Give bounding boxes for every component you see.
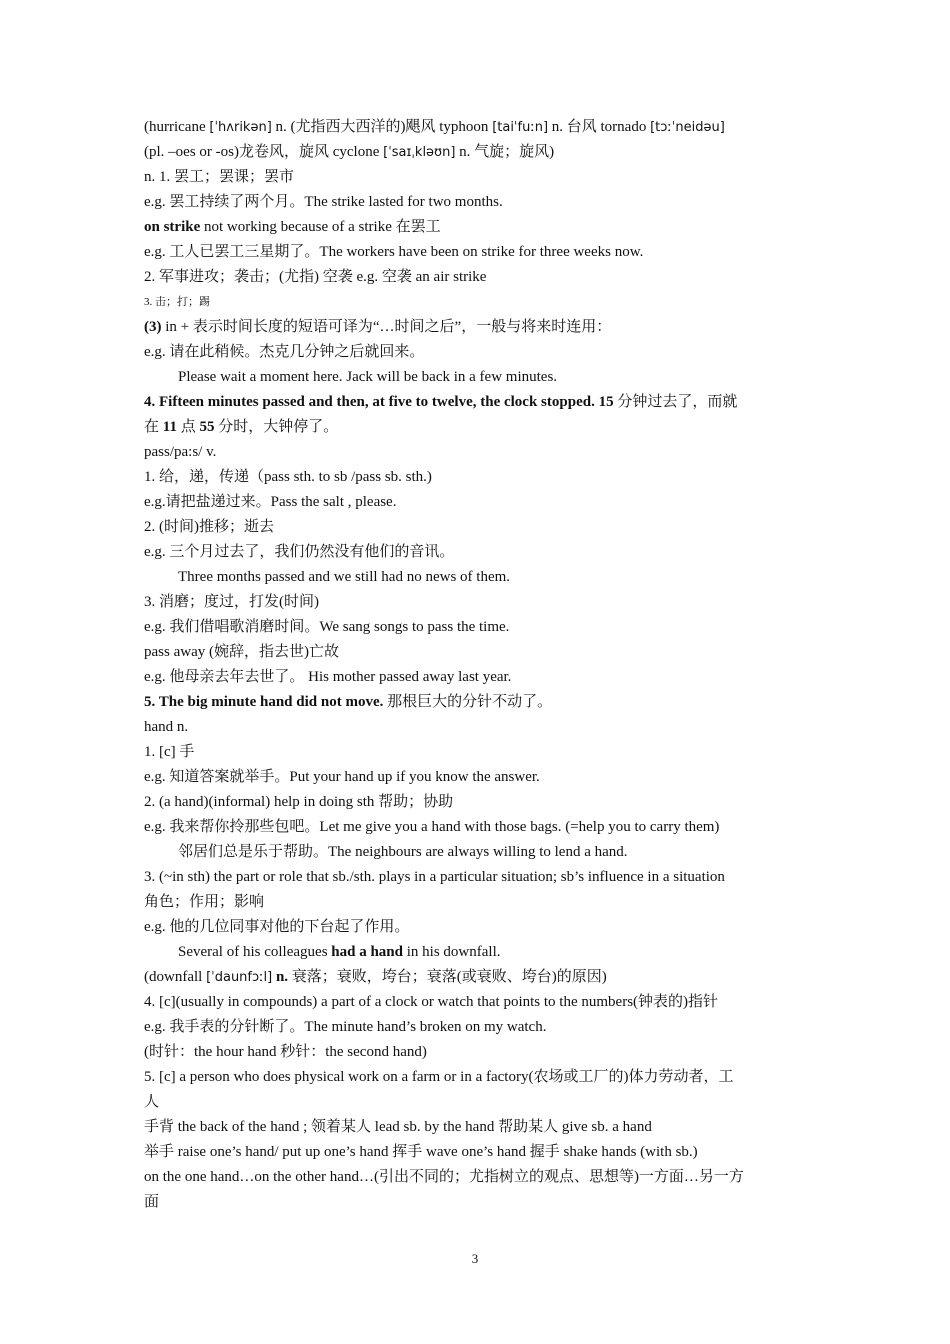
text-line xyxy=(144,540,812,565)
text-run: 面 xyxy=(144,1194,160,1210)
phonetic-text: [taiˈfuːn] xyxy=(492,120,549,135)
text-run: 举手 raise one’s hand/ put up one’s hand 挥手 wave one’s hand 握手 shake hands (with sb.) xyxy=(144,1144,698,1160)
text-line xyxy=(144,815,812,840)
text-run: in his downfall. xyxy=(403,944,501,960)
text-line xyxy=(144,840,812,865)
text-line xyxy=(144,915,812,940)
text-run: n. 1. 罢工；罢课；罢市 xyxy=(144,169,295,185)
text-line xyxy=(144,640,812,665)
text-line xyxy=(144,190,812,215)
text-line xyxy=(144,515,812,540)
text-run: 在 xyxy=(144,419,163,435)
text-run: 邻居们总是乐于帮助。The neighbours are always willing to lend a hand. xyxy=(178,844,628,860)
text-run: 角色；作用；影响 xyxy=(144,894,265,910)
text-run: (pl. –oes or -os)龙卷风，旋风 cyclone xyxy=(144,144,384,160)
text-run: 那根巨大的分针不动了。 xyxy=(383,694,553,710)
text-line xyxy=(144,490,812,515)
text-line xyxy=(144,165,812,190)
text-run: 人 xyxy=(144,1094,160,1110)
text-line xyxy=(144,765,812,790)
text-run: (时针：the hour hand 秒针：the second hand) xyxy=(144,1044,427,1060)
text-line xyxy=(144,365,812,390)
text-run: 点 xyxy=(176,419,200,435)
text-line xyxy=(144,690,812,715)
text-line xyxy=(144,590,812,615)
text-run: (downfall xyxy=(144,969,207,985)
text-run: 2. (a hand)(informal) help in doing sth 帮助；协助 xyxy=(144,794,454,810)
text-run: 4. [c](usually in compounds) a part of a clock or watch that points to the numbers(钟表的)指针 xyxy=(144,994,719,1010)
text-line xyxy=(144,790,812,815)
bold-text: 55 xyxy=(199,419,215,435)
text-run: 3. (~in sth) the part or role that sb./sth. plays in a particular situation; sb’s influence in a situation xyxy=(144,869,725,885)
text-line xyxy=(144,940,812,965)
text-line xyxy=(144,315,812,340)
text-run: hand n. xyxy=(144,719,189,735)
text-run: 2. (时间)推移；逝去 xyxy=(144,519,274,535)
phonetic-text: [ˈsaɪˌkləʊn] xyxy=(383,145,456,160)
text-line xyxy=(144,465,812,490)
text-run: e.g. 我手表的分针断了。The minute hand’s broken on my watch. xyxy=(144,1019,547,1035)
text-line xyxy=(144,390,812,415)
text-line xyxy=(144,265,812,290)
text-line xyxy=(144,415,812,440)
text-run: (hurricane xyxy=(144,119,210,135)
text-run: e.g.请把盐递过来。Pass the salt , please. xyxy=(144,494,397,510)
bold-text: 5. The big minute hand did not move. xyxy=(144,694,384,710)
text-run: 2. 军事进攻；袭击；(尤指) 空袭 e.g. 空袭 an air strike xyxy=(144,269,487,285)
text-line xyxy=(144,965,812,990)
text-line xyxy=(144,1190,812,1215)
text-run: 分钟过去了，而就 xyxy=(613,394,738,410)
text-run: 1. [c] 手 xyxy=(144,744,195,760)
text-run: pass away (婉辞，指去世)亡故 xyxy=(144,644,339,660)
text-run: 衰落；衰败，垮台；衰落(或衰败、垮台)的原因) xyxy=(288,969,607,985)
text-run: Three months passed and we still had no news of them. xyxy=(178,569,511,585)
text-line xyxy=(144,865,812,890)
text-run: 3. 消磨；度过，打发(时间) xyxy=(144,594,319,610)
text-line xyxy=(144,440,812,465)
text-line xyxy=(144,1140,812,1165)
text-line xyxy=(144,740,812,765)
text-line xyxy=(144,1065,812,1090)
text-run: n. 气旋；旋风) xyxy=(455,144,555,160)
text-run: Several of his colleagues xyxy=(178,944,332,960)
text-line xyxy=(144,615,812,640)
text-run: 1. 给，递，传递（pass sth. to sb /pass sb. sth.) xyxy=(144,469,432,485)
text-run: pass/pa:s/ v. xyxy=(144,444,217,460)
text-line xyxy=(144,1115,812,1140)
phonetic-text: [ˈdaunfɔːl] xyxy=(206,970,273,985)
text-line xyxy=(144,115,812,140)
text-line xyxy=(144,140,812,165)
document-body xyxy=(144,115,812,1215)
text-line xyxy=(144,1015,812,1040)
text-run: Please wait a moment here. Jack will be back in a few minutes. xyxy=(178,369,558,385)
text-line xyxy=(144,340,812,365)
text-line xyxy=(144,890,812,915)
text-line xyxy=(144,715,812,740)
text-run: 手背 the back of the hand ; 领着某人 lead sb. by the hand 帮助某人 give sb. a hand xyxy=(144,1119,652,1135)
text-run: n. (尤指西大西洋的)飓风 typhoon xyxy=(271,119,493,135)
text-run: e.g. 请在此稍候。杰克几分钟之后就回来。 xyxy=(144,344,425,360)
text-run: in + 表示时间长度的短语可译为“…时间之后”，一般与将来时连用： xyxy=(161,319,612,335)
text-line xyxy=(144,290,812,315)
text-run: e.g. 我来帮你拎那些包吧。Let me give you a hand with those bags. (=help you to carry them) xyxy=(144,819,720,835)
text-run: e.g. 他母亲去年去世了。 His mother passed away last year. xyxy=(144,669,512,685)
text-line xyxy=(144,215,812,240)
bold-text: 11 xyxy=(162,419,177,435)
text-run: e.g. 我们借唱歌消磨时间。We sang songs to pass the time. xyxy=(144,619,510,635)
text-line xyxy=(144,565,812,590)
page-number: 3 xyxy=(471,1251,479,1266)
text-run: n. 台风 tornado xyxy=(548,119,651,135)
text-run: e.g. 罢工持续了两个月。The strike lasted for two months. xyxy=(144,194,503,210)
text-run: 5. [c] a person who does physical work on a farm or in a factory(农场或工厂的)体力劳动者，工 xyxy=(144,1069,734,1085)
text-run: 分时，大钟停了。 xyxy=(214,419,339,435)
text-run: e.g. 知道答案就举手。Put your hand up if you know the answer. xyxy=(144,769,540,785)
text-run: e.g. 他的几位同事对他的下台起了作用。 xyxy=(144,919,410,935)
text-line xyxy=(144,1090,812,1115)
text-run: e.g. 三个月过去了，我们仍然没有他们的音讯。 xyxy=(144,544,455,560)
text-line xyxy=(144,240,812,265)
text-line xyxy=(144,1165,812,1190)
phonetic-text: [ˈhʌrikən] xyxy=(209,120,272,135)
text-run: 3. 击；打；踢 xyxy=(144,296,210,308)
text-run: not working because of a strike 在罢工 xyxy=(200,219,441,235)
bold-text: n. xyxy=(272,969,289,985)
text-line xyxy=(144,990,812,1015)
bold-text: on strike xyxy=(144,219,201,235)
phonetic-text: [tɔːˈneidəu] xyxy=(650,120,725,135)
bold-text: (3) xyxy=(144,319,162,335)
text-line xyxy=(144,1040,812,1065)
text-run: on the one hand…on the other hand…(引出不同的；尤指树立的观点、思想等)一方面…另一方 xyxy=(144,1169,744,1185)
text-line xyxy=(144,665,812,690)
bold-text: had a hand xyxy=(331,944,403,960)
text-run: e.g. 工人已罢工三星期了。The workers have been on strike for three weeks now. xyxy=(144,244,644,260)
bold-text: 4. Fifteen minutes passed and then, at five to twelve, the clock stopped. 15 xyxy=(144,394,614,410)
